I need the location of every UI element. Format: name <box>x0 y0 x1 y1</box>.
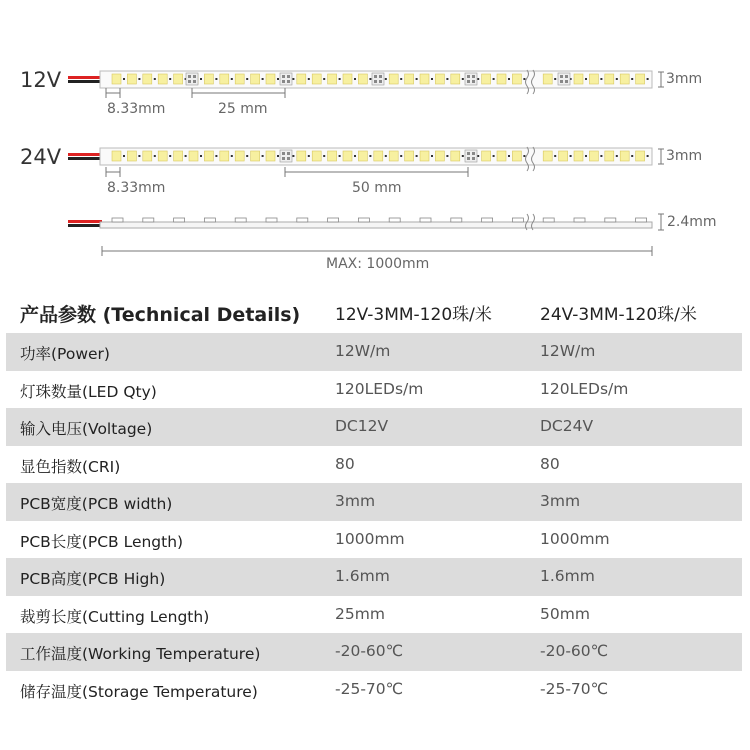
table-row <box>0 446 750 484</box>
resistor-dot <box>446 78 448 80</box>
table-row <box>0 596 750 634</box>
led-chip <box>143 74 152 84</box>
row-label: 工作温度(Working Temperature) <box>20 645 261 663</box>
led-side <box>451 218 462 222</box>
resistor-dot <box>508 78 510 80</box>
led-chip <box>158 151 167 161</box>
table-row <box>6 408 742 446</box>
row-label: 储存温度(Storage Temperature) <box>20 682 258 701</box>
led-chip <box>543 151 552 161</box>
strip-24v-graphic <box>68 147 652 171</box>
row-value-12v: DC12V <box>335 417 389 435</box>
solder-pad <box>372 73 384 85</box>
wire-black <box>68 157 102 160</box>
resistor-dot <box>323 78 325 80</box>
led-chip <box>297 151 306 161</box>
resistor-dot <box>185 155 187 157</box>
led-chip <box>589 74 598 84</box>
resistor-dot <box>400 155 402 157</box>
voltage-label-12v: 12V <box>20 68 62 92</box>
pcb-side <box>100 222 652 228</box>
led-side <box>574 218 585 222</box>
led-side <box>512 218 523 222</box>
resistor-dot <box>493 155 495 157</box>
row-label: 功率(Power) <box>20 345 110 363</box>
pitch-label-24v: 8.33mm <box>107 180 166 196</box>
led-strip-diagram <box>0 0 750 290</box>
resistor-dot <box>323 155 325 157</box>
led-side <box>482 218 493 222</box>
row-value-24v: 12W/m <box>540 342 596 360</box>
solder-pad <box>465 150 477 162</box>
resistor-dot <box>123 155 125 157</box>
resistor-dot <box>400 78 402 80</box>
led-side <box>204 218 215 222</box>
resistor-dot <box>154 78 156 80</box>
resistor-dot <box>292 78 294 80</box>
wire-red <box>68 76 102 79</box>
led-chip <box>220 151 229 161</box>
width-label-24v: 3mm <box>666 148 703 164</box>
led-side <box>143 218 154 222</box>
row-value-12v: 80 <box>335 454 355 473</box>
led-chip <box>235 74 244 84</box>
led-side <box>420 218 431 222</box>
resistor-dot <box>277 78 279 80</box>
led-chip <box>405 151 414 161</box>
table-row <box>6 633 742 671</box>
led-side <box>543 218 554 222</box>
led-chip <box>512 151 521 161</box>
led-chip <box>251 74 260 84</box>
led-chip <box>204 74 213 84</box>
led-chip <box>451 151 460 161</box>
led-chip <box>158 74 167 84</box>
led-chip <box>482 151 491 161</box>
led-chip <box>328 74 337 84</box>
led-chip <box>112 151 121 161</box>
row-value-12v: -20-60℃ <box>335 642 404 660</box>
resistor-dot <box>462 78 464 80</box>
led-chip <box>266 74 275 84</box>
row-value-24v: 120LEDs/m <box>540 379 629 398</box>
resistor-dot <box>262 78 264 80</box>
led-chip <box>420 74 429 84</box>
resistor-dot <box>416 78 418 80</box>
resistor-dot <box>523 155 525 157</box>
wire-red <box>68 153 102 156</box>
resistor-dot <box>277 155 279 157</box>
table-row <box>0 671 750 709</box>
row-value-12v: 120LEDs/m <box>335 379 424 398</box>
resistor-dot <box>616 78 618 80</box>
strip-drawing <box>0 0 750 290</box>
resistor-dot <box>246 78 248 80</box>
solder-pad <box>186 73 198 85</box>
led-chip <box>589 151 598 161</box>
row-value-24v: -20-60℃ <box>540 642 609 660</box>
row-value-24v: 1.6mm <box>540 567 595 585</box>
led-side <box>266 218 277 222</box>
resistor-dot <box>154 155 156 157</box>
led-chip <box>620 74 629 84</box>
resistor-dot <box>585 155 587 157</box>
resistor-dot <box>262 155 264 157</box>
led-chip <box>266 151 275 161</box>
led-chip <box>143 151 152 161</box>
row-label: PCB高度(PCB High) <box>20 570 166 588</box>
wire-red <box>68 220 102 223</box>
row-value-12v: 12W/m <box>335 342 391 360</box>
voltage-label-24v: 24V <box>20 145 62 169</box>
led-side <box>174 218 185 222</box>
resistor-dot <box>647 155 649 157</box>
width-label-12v: 3mm <box>666 71 703 87</box>
led-chip <box>328 151 337 161</box>
led-chip <box>343 151 352 161</box>
resistor-dot <box>339 155 341 157</box>
led-chip <box>358 151 367 161</box>
resistor-dot <box>385 155 387 157</box>
led-chip <box>636 74 645 84</box>
row-value-24v: 1000mm <box>540 529 610 548</box>
resistor-dot <box>215 78 217 80</box>
resistor-dot <box>369 78 371 80</box>
table-header <box>0 291 750 333</box>
led-chip <box>127 151 136 161</box>
resistor-dot <box>169 78 171 80</box>
led-chip <box>420 151 429 161</box>
pitch-label-12v: 8.33mm <box>107 101 166 117</box>
led-chip <box>204 151 213 161</box>
led-chip <box>343 74 352 84</box>
resistor-dot <box>493 78 495 80</box>
resistor-dot <box>385 78 387 80</box>
resistor-dot <box>462 155 464 157</box>
solder-pad <box>465 73 477 85</box>
led-chip <box>389 151 398 161</box>
led-side <box>112 218 123 222</box>
resistor-dot <box>339 78 341 80</box>
resistor-dot <box>477 155 479 157</box>
led-chip <box>620 151 629 161</box>
resistor-dot <box>308 155 310 157</box>
resistor-dot <box>570 155 572 157</box>
led-chip <box>482 74 491 84</box>
resistor-dot <box>200 155 202 157</box>
solder-pad <box>280 150 292 162</box>
led-chip <box>435 151 444 161</box>
strip-side-view-graphic <box>68 214 652 230</box>
led-chip <box>605 74 614 84</box>
table-row <box>0 371 750 409</box>
led-chip <box>251 151 260 161</box>
led-side <box>358 218 369 222</box>
led-chip <box>435 74 444 84</box>
led-chip <box>127 74 136 84</box>
resistor-dot <box>215 155 217 157</box>
height-label: 2.4mm <box>667 214 717 230</box>
resistor-dot <box>246 155 248 157</box>
max-length-label: MAX: 1000mm <box>326 256 430 272</box>
led-chip <box>358 74 367 84</box>
row-value-12v: 3mm <box>335 492 376 510</box>
resistor-dot <box>354 78 356 80</box>
row-value-12v: 25mm <box>335 604 385 623</box>
led-side <box>297 218 308 222</box>
resistor-dot <box>554 155 556 157</box>
led-chip <box>297 74 306 84</box>
table-row <box>6 483 742 521</box>
led-chip <box>374 151 383 161</box>
led-chip <box>605 151 614 161</box>
resistor-dot <box>169 155 171 157</box>
row-label: 输入电压(Voltage) <box>20 420 153 438</box>
led-side <box>328 218 339 222</box>
led-chip <box>636 151 645 161</box>
led-chip <box>174 151 183 161</box>
row-label: 显色指数(CRI) <box>20 457 121 476</box>
resistor-dot <box>585 78 587 80</box>
led-chip <box>389 74 398 84</box>
resistor-dot <box>231 78 233 80</box>
led-chip <box>112 74 121 84</box>
led-chip <box>312 151 321 161</box>
row-value-12v: -25-70℃ <box>335 679 404 698</box>
led-chip <box>235 151 244 161</box>
row-label: PCB宽度(PCB width) <box>20 495 173 513</box>
resistor-dot <box>477 78 479 80</box>
led-chip <box>189 151 198 161</box>
led-chip <box>312 74 321 84</box>
resistor-dot <box>431 155 433 157</box>
row-label: PCB长度(PCB Length) <box>20 532 184 551</box>
strip-12v-graphic <box>68 70 652 94</box>
wire-black <box>68 224 102 227</box>
col-header-12v: 12V-3MM-120珠/米 <box>335 305 492 325</box>
wire-black <box>68 80 102 83</box>
cut-label-12v: 25 mm <box>218 101 268 117</box>
resistor-dot <box>431 78 433 80</box>
led-chip <box>174 74 183 84</box>
led-chip <box>451 74 460 84</box>
led-chip <box>559 151 568 161</box>
led-side <box>389 218 400 222</box>
resistor-dot <box>138 155 140 157</box>
solder-pad <box>558 73 570 85</box>
resistor-dot <box>416 155 418 157</box>
resistor-dot <box>523 78 525 80</box>
tech-details-table <box>0 291 750 708</box>
solder-pad <box>280 73 292 85</box>
resistor-dot <box>616 155 618 157</box>
row-value-24v: 50mm <box>540 604 590 623</box>
led-chip <box>574 74 583 84</box>
resistor-dot <box>446 155 448 157</box>
led-chip <box>497 74 506 84</box>
led-chip <box>497 151 506 161</box>
resistor-dot <box>554 78 556 80</box>
resistor-dot <box>369 155 371 157</box>
led-side <box>636 218 647 222</box>
row-label: 灯珠数量(LED Qty) <box>20 382 157 401</box>
row-label: 裁剪长度(Cutting Length) <box>20 607 210 626</box>
row-value-24v: -25-70℃ <box>540 679 609 698</box>
table-row <box>6 333 742 371</box>
row-value-24v: 3mm <box>540 492 581 510</box>
table-row <box>6 558 742 596</box>
led-chip <box>574 151 583 161</box>
resistor-dot <box>631 155 633 157</box>
row-value-12v: 1000mm <box>335 529 405 548</box>
resistor-dot <box>600 78 602 80</box>
resistor-dot <box>123 78 125 80</box>
led-chip <box>512 74 521 84</box>
led-side <box>235 218 246 222</box>
resistor-dot <box>508 155 510 157</box>
col-header-24v: 24V-3MM-120珠/米 <box>540 305 697 325</box>
resistor-dot <box>308 78 310 80</box>
resistor-dot <box>231 155 233 157</box>
resistor-dot <box>354 155 356 157</box>
table-title: 产品参数 (Technical Details) <box>20 304 301 326</box>
resistor-dot <box>631 78 633 80</box>
led-chip <box>405 74 414 84</box>
table-row <box>0 521 750 559</box>
cut-label-24v: 50 mm <box>352 180 402 196</box>
row-value-24v: 80 <box>540 454 560 473</box>
row-value-24v: DC24V <box>540 417 594 435</box>
led-side <box>605 218 616 222</box>
led-chip <box>543 74 552 84</box>
row-value-12v: 1.6mm <box>335 567 390 585</box>
resistor-dot <box>138 78 140 80</box>
led-chip <box>220 74 229 84</box>
resistor-dot <box>292 155 294 157</box>
resistor-dot <box>647 78 649 80</box>
resistor-dot <box>200 78 202 80</box>
resistor-dot <box>600 155 602 157</box>
